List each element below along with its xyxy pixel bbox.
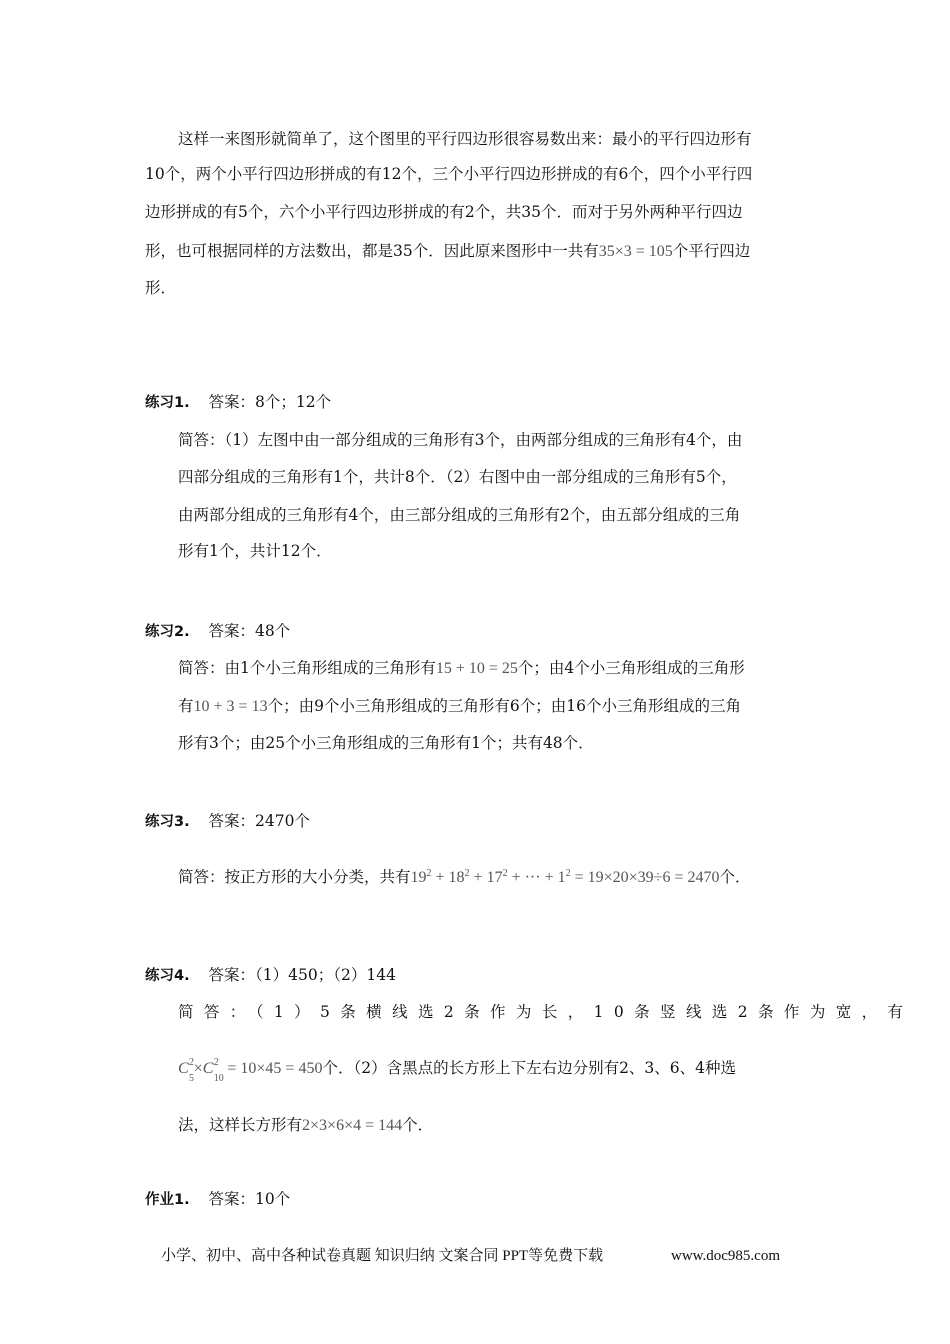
exercise-4-line-3-tail: 个． [402, 1116, 434, 1134]
exercise-2-line-2 [178, 696, 741, 717]
intro-line-1: 这样一来图形就简单了，这个图里的平行四边形很容易数出来：最小的平行四边形有 [178, 130, 752, 148]
intro-line-4-tail: 个平行四边 [672, 242, 751, 260]
homework-1-label: 作业1. [145, 1192, 190, 1208]
intro-formula: 35×3 = 105 [598, 243, 673, 260]
exercise-2-formula-1: 15 + 10 = 25 [435, 660, 518, 677]
exercise-2-answer: 答案：48个 [208, 622, 291, 640]
c-letter-2: C [202, 1060, 214, 1077]
footer-link[interactable]: www.doc985.com [671, 1248, 781, 1264]
exercise-3-line-1 [178, 864, 751, 888]
exercise-2-line-1-text: 简答：由1个小三角形组成的三角形有 [178, 659, 436, 677]
exercise-4-combination-formula [178, 1057, 323, 1084]
exercise-4-answer: 答案：（1）450；（2）144 [208, 966, 396, 984]
times-sign: × [193, 1060, 203, 1077]
exercise-2-line-1 [178, 658, 745, 679]
exercise-3-heading [145, 811, 310, 832]
exercise-2-label: 练习2. [145, 624, 190, 640]
combination-c10-2 [202, 1057, 224, 1084]
plus-2: + [469, 869, 487, 886]
exercise-3-line-1-text: 简答：按正方形的大小分类，共有 [178, 868, 411, 886]
intro-line-4 [145, 241, 750, 262]
homework-1-answer: 答案：10个 [208, 1190, 291, 1208]
exercise-3-label: 练习3. [145, 814, 190, 830]
exercise-4-heading [145, 965, 396, 986]
plus-1: + [431, 869, 449, 886]
combination-result: = 10×45 = 450 [223, 1060, 323, 1077]
intro-line-4-text: 形，也可根据同样的方法数出，都是35个．因此原来图形中一共有 [145, 242, 599, 260]
c2-sup: 2 [213, 1057, 219, 1068]
intro-line-5: 形． [145, 279, 177, 297]
exercise-1-line-3: 由两部分组成的三角形有4个，由三部分组成的三角形有2个，由五部分组成的三角 [178, 506, 741, 524]
plus-dots: + ··· + [507, 869, 558, 886]
exercise-3-formula [411, 869, 720, 886]
exp-19: 2 [426, 868, 432, 879]
c1-sup: 2 [189, 1057, 194, 1068]
c1-sub: 5 [189, 1073, 194, 1084]
exercise-2-line-2-tail: 个；由9个小三角形组成的三角形有6个；由16个小三角形组成的三角 [267, 697, 742, 715]
c2-sub: 10 [213, 1073, 224, 1084]
exercise-1-line-1: 简答：（1）左图中由一部分组成的三角形有3个，由两部分组成的三角形有4个，由 [178, 431, 743, 449]
exercise-2-line-2-text: 有 [178, 697, 194, 715]
exercise-2-heading [145, 621, 290, 642]
intro-line-2: 10个，两个小平行四边形拼成的有12个，三个小平行四边形拼成的有6个，四个小平行四 [145, 165, 753, 183]
exercise-4-line-1: 简答：（1）5条横线选2条作为长，10条竖线选2条作为宽，有 [178, 1003, 914, 1021]
intro-line-3: 边形拼成的有5个，六个小平行四边形拼成的有2个，共35个．而对于另外两种平行四边 [145, 203, 743, 221]
exercise-4-line-3 [178, 1115, 433, 1136]
exercise-2-formula-2: 10 + 3 = 13 [193, 698, 268, 715]
exercise-4-line-3-text: 法，这样长方形有 [178, 1116, 303, 1134]
term-17: 17 [486, 869, 503, 886]
exercise-1-answer: 答案：8个；12个 [208, 393, 332, 411]
exercise-4-formula-2: 2×3×6×4 = 144 [302, 1117, 403, 1134]
term-19: 19 [410, 869, 427, 886]
exercise-1-heading [145, 392, 331, 413]
exp-17: 2 [502, 868, 508, 879]
c-letter-1: C [178, 1060, 189, 1077]
exercise-2-line-1-tail: 个；由4个小三角形组成的三角形 [517, 659, 745, 677]
exercise-1-line-4: 形有1个，共计12个． [178, 542, 332, 560]
exp-18: 2 [464, 868, 470, 879]
formula-result: = 19×20×39÷6 = 2470 [570, 869, 720, 886]
exercise-4-line-2 [178, 1057, 737, 1084]
combination-c5-2 [178, 1057, 194, 1084]
exercise-3-line-1-tail: 个． [719, 868, 751, 886]
term-18: 18 [448, 869, 465, 886]
exercise-1-label: 练习1. [145, 395, 190, 411]
exercise-2-line-3: 形有3个；由25个小三角形组成的三角形有1个；共有48个． [178, 734, 594, 752]
exp-1: 2 [565, 868, 571, 879]
exercise-4-label: 练习4. [145, 968, 190, 984]
exercise-4-line-2-tail: 个．（2）含黑点的长方形上下左右边分别有2、3、6、4种选 [322, 1059, 737, 1077]
exercise-3-answer: 答案：2470个 [208, 812, 310, 830]
term-1: 1 [557, 869, 566, 886]
homework-1-heading [145, 1189, 290, 1210]
footer-text: 小学、初中、高中各种试卷真题 知识归纳 文案合同 PPT等免费下载 [161, 1248, 604, 1264]
exercise-1-line-2: 四部分组成的三角形有1个，共计8个．（2）右图中由一部分组成的三角形有5个， [178, 468, 737, 486]
